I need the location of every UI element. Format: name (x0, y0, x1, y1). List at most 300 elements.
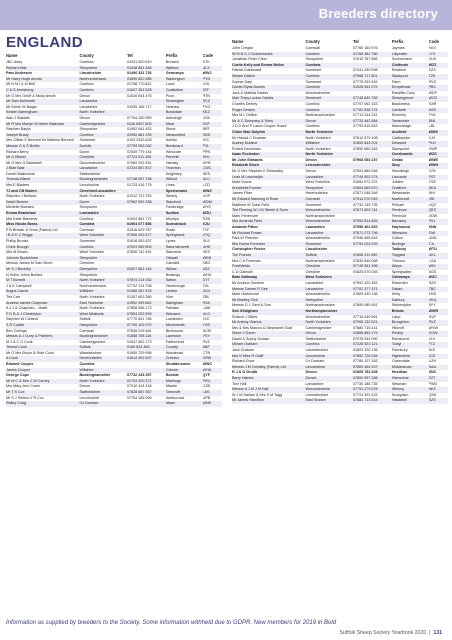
cell-name: Mrs & Mrs Marcus & Stephanie Goat (232, 325, 293, 330)
cell-prefix: Tamcroft (165, 390, 180, 395)
cell-prefix: Elmerley (391, 113, 407, 118)
cell-name: Miriam Dalton (232, 73, 255, 78)
cell-prefix: Colover (165, 367, 179, 372)
cell-name: Audrey Dufaine (232, 141, 258, 146)
cell-code: DYT (202, 278, 210, 283)
cell-name: Mrs C A Freeman (232, 258, 261, 263)
cell-prefix: Lillywater (391, 51, 408, 56)
cell-county: Shropshire (305, 57, 324, 62)
cell-tel: 07730 188 735 (352, 381, 378, 386)
cell-name: TJ and CB Boden (6, 188, 37, 193)
cell-code: KEZ (202, 110, 210, 115)
cell-prefix: Knighsley (165, 171, 182, 176)
cell-name: Tom Hall (232, 381, 247, 386)
col-header-code: Code (202, 53, 214, 58)
cell-prefix: Springwater (391, 269, 412, 274)
cell-code: NUJ (202, 177, 210, 182)
cell-code: WYE (202, 205, 211, 210)
cell-prefix: Salton (165, 278, 177, 283)
cell-prefix: Overbrands (391, 152, 413, 157)
cell-prefix: Ratcliffe-Curly (391, 90, 415, 95)
cell-prefix: Stoy (391, 163, 400, 168)
cell-tel: 01803 320 136 (352, 348, 378, 353)
cell-name: Mr Edward Manning N Rose (232, 197, 279, 202)
cell-name: N Hollin Johns Bullard (6, 272, 43, 277)
cell-county: Lancashire (305, 230, 324, 235)
table-body-left (6, 60, 222, 407)
cell-code: WWR (428, 308, 439, 313)
cell-tel: 07850 085 461 (352, 303, 378, 308)
cell-tel: 01915 787 865 (352, 57, 378, 62)
cell-tel: 07968 653 157 (352, 157, 378, 162)
cell-code: WHU (202, 272, 212, 277)
cell-prefix: Bowkdale (165, 110, 182, 115)
cell-code: LBL (428, 124, 436, 129)
cell-name: Freshfields (232, 264, 251, 269)
cell-county: Lancashire (79, 211, 99, 216)
cell-county: Worcestershire (305, 219, 331, 224)
cell-prefix: Shuddersome (165, 362, 191, 367)
cell-county: Northumberland (79, 283, 106, 288)
cell-prefix: Martincroft (391, 197, 410, 202)
cell-name: Richard Berry (6, 149, 29, 154)
cell-tel: 07715 049 561 (352, 314, 378, 319)
cell-name: Mr S J Sellers V R Cox (6, 395, 44, 400)
cell-name: Kirsten Barringham (6, 110, 38, 115)
footer-note: Information as supplied by breeders to the Society. Some information withheld due to GDPR. New members for 2019 in Bold (6, 620, 337, 626)
cell-code: SAA (428, 364, 436, 369)
cell-prefix: Poon (165, 93, 175, 98)
cell-county: North Yorkshire (79, 306, 105, 311)
cell-tel: 01868 883 179 (352, 331, 378, 336)
cell-tel: 01406 331 726 (126, 71, 152, 76)
cell-code: BRT (202, 127, 210, 132)
cell-county: Somerset (305, 68, 322, 73)
cell-tel: 07341 250 598 (352, 68, 378, 73)
cell-tel: 07749 551 996 (352, 264, 378, 269)
cell-county: Lancashire (79, 99, 98, 104)
cell-county: Devon (305, 169, 317, 174)
cell-code: PBC (428, 85, 437, 90)
cell-code: WHA (202, 367, 212, 372)
cell-county: North Yorkshire (79, 378, 105, 383)
cell-county: Shropshire (79, 127, 98, 132)
cell-prefix: Springbank (165, 233, 185, 238)
cell-county: Shropshire (79, 65, 98, 70)
cell-tel: 07760 180 976 (352, 46, 378, 50)
cell-county: Lincolnshire (305, 247, 328, 252)
cell-prefix: Laveston (165, 334, 181, 339)
cell-prefix: Raverden (391, 280, 408, 285)
cell-county: Suffolk (79, 345, 91, 350)
cell-tel: 01890 820 385 (126, 76, 152, 81)
cell-county: Hampshire (79, 322, 98, 327)
cell-prefix: Fenmoot (391, 213, 407, 218)
cell-prefix: Farmbury (391, 348, 408, 353)
cell-code: XJU (202, 222, 210, 227)
cell-code: LAW (202, 306, 211, 311)
cell-code: HEX (202, 250, 211, 255)
cell-code: V10 (202, 82, 210, 87)
cell-name: Mark Gartshowe (232, 292, 260, 297)
cell-prefix: Brakings (165, 272, 181, 277)
cell-code: TZK (428, 73, 436, 78)
cell-county: Lancashire (305, 280, 324, 285)
cell-prefix: Whinny (391, 387, 405, 392)
cell-prefix: Collow (391, 236, 403, 241)
cell-name: Mr John Edwards (232, 157, 263, 162)
cell-code: RVL (428, 219, 436, 224)
cell-tel: 01625 570 035 (352, 269, 378, 274)
cell-name: Charles Deeley (232, 101, 258, 106)
cell-tel: 01912 723 753 (126, 194, 152, 199)
cell-code: PST (428, 174, 436, 179)
cell-name: Mrs E Bladers (6, 183, 30, 188)
cell-prefix: Sudlow (165, 211, 179, 216)
cell-code: WWZ (202, 188, 212, 193)
cell-tel: 07781 836 721 (352, 107, 378, 112)
cell-prefix: Farm (391, 79, 401, 84)
cell-county: Cheshire (305, 269, 321, 274)
cell-prefix: Calloways (391, 275, 410, 280)
cell-prefix: Brecknard (165, 143, 183, 148)
cell-county: Devon (305, 370, 317, 375)
cell-tel: 01900 881 339 (126, 132, 152, 137)
cell-prefix: Toldyl (391, 342, 402, 347)
cell-county: Leicestershire (305, 392, 329, 397)
cell-code: SKB (202, 132, 210, 137)
cell-code: SHJ (202, 155, 210, 160)
cell-code: LGA (428, 258, 436, 263)
cell-tel: 07791 279 078 (352, 387, 378, 392)
cell-code: KJX (428, 135, 436, 140)
page-number: 131 (433, 630, 442, 636)
cell-county: Somerset (79, 239, 96, 243)
cell-code: WWE (428, 157, 438, 162)
cell-prefix: Woodleigh (391, 169, 410, 174)
cell-prefix: Stamford (165, 199, 181, 204)
cell-name: Steve J Goren (232, 331, 256, 336)
cell-code: ULX (202, 65, 210, 70)
cell-county: West Yorkshire (79, 233, 104, 238)
cell-tel: 01900 729 596 (126, 350, 152, 355)
cell-prefix: Hayhound (391, 225, 410, 229)
cell-tel: 01931 520 810 (126, 60, 152, 64)
cell-county: Shropshire (79, 255, 98, 260)
cell-code: RLS (202, 239, 210, 243)
cell-name: W M B S J Cruickshanks (232, 51, 273, 56)
cell-name: Richard Aitis (6, 65, 27, 70)
cell-code: VTQ (202, 233, 211, 238)
cell-code: EKB (428, 292, 436, 297)
cell-prefix: Lancside (391, 174, 407, 179)
cell-name: Michelle Bowden (6, 205, 34, 210)
cell-code: RVA (202, 300, 210, 305)
cell-prefix: Germanys (165, 71, 184, 76)
cell-name: Tim Carr (6, 294, 21, 299)
cell-code: UKL (428, 252, 436, 257)
cell-tel: 07234 857 872 (126, 166, 152, 171)
cell-code: ASS (428, 107, 436, 112)
cell-prefix: Salingham (165, 300, 184, 305)
cell-tel: 07839 779 144 (126, 149, 152, 154)
cell-name: Messrs A J M J M Hall (232, 387, 269, 392)
cell-code: LYX (428, 51, 436, 56)
cell-tel: 01547 662 173 (126, 339, 152, 344)
cell-county: West Yorkshire (305, 180, 330, 185)
cell-tel: 01654 672 221 (352, 180, 378, 185)
cell-code: WWK (428, 129, 439, 134)
cell-code: FTZ (428, 342, 436, 347)
cell-county: Buckinghamshire (79, 334, 108, 339)
cell-prefix: Scorgasm (391, 392, 409, 397)
cell-county: Somerset (305, 79, 322, 84)
cell-county: Wiltshire (79, 367, 94, 372)
cell-county: Northamptonshire (305, 258, 335, 263)
cell-prefix: Newtonfield (165, 132, 186, 137)
cell-name: Mr G Mrs G Blackwell (6, 160, 42, 165)
cell-name: Messrs G & S Brebb (6, 143, 40, 148)
cell-tel: 07906 092 677 (126, 233, 152, 238)
cell-name: Tim Francis (232, 252, 252, 257)
cell-name: Daniel Blakemore (6, 171, 36, 176)
cell-county: East Sussex (305, 398, 326, 403)
cell-county: Wiltshire (305, 141, 320, 146)
cell-tel: 01616 053 837 (126, 239, 152, 243)
cell-prefix: Chalford (391, 185, 406, 190)
cell-prefix: Stanspoint (391, 146, 410, 151)
cell-county: Herefordshire (79, 356, 102, 361)
cell-county: Cornwall (305, 197, 320, 202)
cell-prefix: Marrowidge (391, 124, 412, 129)
cell-tel: 07723 511 426 (126, 155, 152, 160)
cell-tel: 01768 482 780 (352, 51, 378, 56)
cell-county: Cumbria (305, 101, 320, 106)
cell-name: Christopher Foster (232, 247, 266, 252)
cell-name: Phillip Brooks (6, 239, 29, 243)
cell-county: Cumbria (79, 60, 94, 64)
cell-tel: 07830 845 068 (352, 258, 378, 263)
cell-name: Mrs Katie Brammer (6, 216, 38, 221)
cell-code: WWJ (202, 71, 212, 76)
cell-prefix: Lenton (165, 289, 178, 294)
cell-tel: 01904 663 772 (126, 216, 152, 221)
cell-name: Mair Tracy Louise Davies (232, 96, 274, 101)
cell-name: Joseph Brady (6, 132, 29, 137)
cell-name: Paul W Fletcher (232, 236, 259, 241)
cell-name: Mr N M I & M Bell (6, 82, 35, 87)
cell-prefix: Trimous (391, 258, 406, 263)
cell-prefix: Jubilee (391, 180, 404, 185)
cell-code: CTB (202, 350, 210, 355)
cell-prefix: Shavingmoor (391, 96, 414, 101)
cell-prefix: Pedley (391, 331, 404, 336)
cell-code: LAS (202, 390, 210, 395)
cell-county: North Yorkshire (79, 194, 105, 199)
cell-code: ABF (202, 345, 210, 350)
cell-county: Cambridgeshire (305, 325, 332, 330)
cell-name: I B & E C Briggs (6, 233, 33, 238)
cell-prefix: Barnsley (391, 219, 407, 224)
cell-county: Cheshire (305, 264, 321, 269)
cell-code: YXE (202, 322, 210, 327)
col-header-name: Name (6, 53, 18, 58)
cell-tel: 01964 677 856 (126, 222, 152, 227)
cell-tel: 01952 541 453 (126, 127, 152, 132)
cell-tel: 07732 724 708 (126, 283, 152, 288)
cell-name: Mr James Hamilton (232, 398, 264, 403)
cell-tel: 01753 920 371 (126, 378, 152, 383)
cell-county: Staffordshire (305, 336, 327, 341)
cell-county: Cornwall (79, 227, 94, 232)
col-header-prefix: Prefix (165, 53, 178, 58)
cell-name: Mrs M L Dhillon (232, 113, 258, 118)
cell-code: VKQ (428, 297, 437, 302)
cell-tel: 01605 843 201 (352, 141, 378, 146)
cell-code: WOZ (428, 96, 438, 101)
cell-code: WDF (428, 90, 437, 95)
cell-name: Andrew James Chapman (6, 300, 48, 305)
cell-tel: 01604 669 670 (352, 185, 378, 190)
cell-code: CWC (202, 166, 212, 171)
cell-code: PYD (202, 76, 211, 81)
cell-prefix: Willoot (165, 177, 177, 182)
cell-code: QYF (202, 373, 211, 378)
cell-county: North Yorkshire (305, 135, 331, 140)
cell-name: Mrs Karna Forrester (232, 241, 265, 246)
cell-prefix: Rosle (165, 227, 176, 232)
cell-name: Mark Fenemore (232, 213, 259, 218)
cell-code: WWC (202, 362, 213, 367)
cell-county: Northamptonshire (305, 308, 338, 313)
cell-prefix: Oxlias (391, 157, 403, 162)
cell-county: Suffolk (79, 317, 91, 322)
cell-code: BHI (428, 191, 435, 196)
cell-county: Dover (79, 149, 90, 154)
cell-prefix: Hamlay (165, 160, 179, 165)
cell-county: Cumbria (79, 244, 94, 249)
cell-county: Leicestershire (305, 163, 331, 168)
cell-county: Cheshire/Lancashire (79, 188, 116, 193)
cell-name: C D Gabbott (232, 269, 253, 274)
cell-name: Elizabeth Elsen (232, 163, 260, 168)
cell-prefix: Pelham (391, 202, 405, 207)
cell-county: Cumbria (305, 342, 320, 347)
cell-county: Wiltshire (79, 289, 94, 294)
cell-code: DLN (202, 289, 210, 294)
cell-county: Worcestershire (305, 314, 331, 319)
cell-prefix: Burlings (391, 241, 406, 246)
region-title: ENGLAND (6, 34, 83, 51)
cell-county: Worcestershire (305, 236, 331, 241)
cell-tel: 07800 997 288 (352, 376, 378, 381)
cell-name: P D B & J Chesleyton (6, 311, 42, 316)
cell-name: Mrs Gillian E Bennett Mr Mathew Bennett (6, 138, 74, 143)
cell-tel: 07799 053 062 (126, 143, 152, 148)
cell-code: VLV (428, 336, 436, 341)
cell-tel: 07759 616 843 (352, 124, 378, 129)
cell-code: WZC (428, 275, 437, 280)
cell-name: Mr & C Dempsey & Sons (232, 118, 273, 123)
cell-name: J D D And P Laura Cooper Hoare (232, 124, 287, 129)
cell-code: WKI (428, 264, 436, 269)
cell-county: Worcestershire (305, 90, 331, 95)
cell-prefix: Farthorford (165, 339, 185, 344)
table-header (6, 52, 222, 60)
cell-code: WTU (428, 247, 437, 252)
cell-code: VQZ (428, 202, 437, 207)
cell-prefix: Browick (165, 60, 179, 64)
cell-county: Cambridgeshire (79, 121, 106, 126)
cell-name: Bats Galloway (232, 275, 258, 280)
cell-code: SZS (428, 68, 436, 73)
cell-code: PVG (202, 104, 211, 109)
cell-county: Northamptonshire (305, 113, 335, 118)
cell-county: Warwickshire (79, 350, 102, 355)
cell-prefix: Wadrington (165, 76, 185, 81)
cell-name: Thomas Bland (6, 177, 30, 182)
cell-code: TBC (428, 286, 436, 291)
cell-name: Jonathan Peter Crew (232, 57, 267, 62)
cell-tel: 01927 681 144 (126, 266, 152, 271)
cell-county: Worcestershire (305, 387, 331, 392)
cell-prefix: Heshaw (165, 104, 180, 109)
cell-prefix: Ansfield (391, 129, 407, 134)
cell-tel: 07812 579 108 (352, 135, 378, 140)
cell-prefix: Borstal (165, 373, 179, 378)
cell-tel: 07732 233 357 (126, 373, 152, 378)
cell-county: Northumberland (79, 76, 106, 81)
cell-prefix: Falstam (165, 306, 179, 311)
cell-code: VDW (428, 213, 438, 218)
cell-county: Cumbria (79, 216, 94, 221)
cell-name: P B Brewer & Sons (Farms) Ltd (6, 227, 58, 232)
cell-tel: 07228 523 121 (352, 342, 378, 347)
cell-name: JBC Airey (6, 60, 23, 64)
cell-prefix: Tarrandale (391, 118, 410, 123)
cell-county: Staffordshire (79, 171, 101, 176)
cell-code: JKC (202, 138, 210, 143)
cell-code: P11 (202, 143, 209, 148)
cell-name: Mrs Amanda Field (232, 219, 262, 224)
cell-name: Mr Antony Gianus (232, 320, 262, 325)
cell-code: WZS (428, 152, 437, 157)
cell-prefix: Birchwood (165, 328, 184, 333)
cell-tel: 07910 414 418 (126, 384, 152, 389)
table-row (232, 398, 448, 404)
cell-name: Miss Nicola Brass (6, 222, 38, 227)
cell-prefix: Lowe (165, 82, 175, 87)
cell-code: RZB (202, 216, 210, 221)
cell-name: Mrs N Miss R Graff (232, 353, 264, 358)
cell-prefix: Alleys (391, 264, 402, 269)
cell-tel: 01697 351 528 (126, 87, 152, 92)
cell-tel: 07780 107 163 (352, 359, 378, 364)
col-header-tel: Tel (352, 39, 359, 44)
cell-name: Daniel Elyas Davies (232, 85, 265, 90)
cell-tel: 01809 783 408 (352, 370, 378, 375)
cell-code: DGW (428, 331, 438, 336)
cell-code: QEZ (428, 208, 437, 213)
cell-county: Norfolk (79, 143, 92, 148)
cell-code: TXL (202, 283, 210, 288)
cell-code: FYA (428, 113, 436, 118)
cell-county: Gloucestershire (79, 160, 106, 165)
cell-code: JCE (428, 353, 436, 358)
cell-name: Messrs A J Curry & Partners (6, 334, 53, 339)
cell-county: North Yorkshire (79, 294, 105, 299)
cell-tel: 01267 603 380 (126, 294, 152, 299)
